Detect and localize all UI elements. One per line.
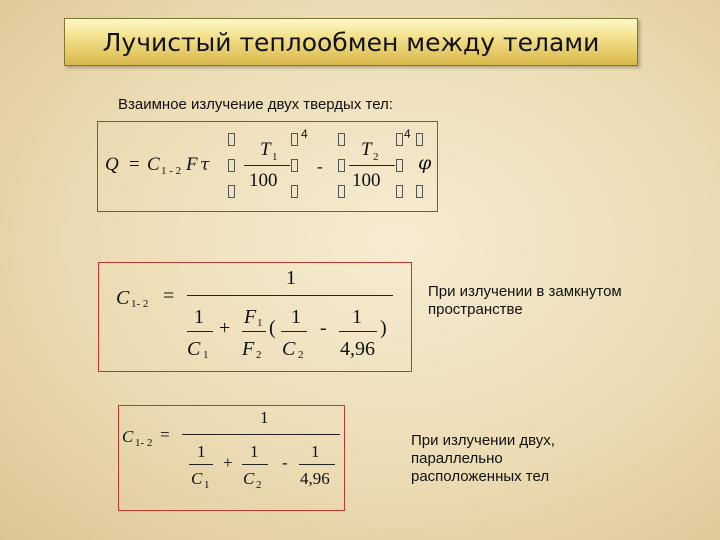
note-parallel-bodies: При излучении двух, параллельно расположенных тел [411, 432, 555, 485]
c2-subscript: 2 [256, 479, 262, 491]
bracket-glyph [338, 159, 345, 172]
c-symbol: C [116, 287, 130, 309]
bracket-glyph [228, 185, 235, 198]
formula-enclosed-space [98, 262, 412, 372]
t2-subscript: 2 [373, 151, 379, 163]
one: 1 [194, 306, 204, 328]
main-fraction-bar [187, 295, 393, 296]
bracket-glyph [396, 133, 403, 146]
denominator-100: 100 [249, 170, 278, 191]
t1-subscript: 1 [272, 151, 278, 163]
fraction-bar [187, 331, 213, 332]
fraction-bar [349, 165, 395, 166]
constant-496: 4,96 [300, 469, 330, 488]
c2-symbol: C [243, 469, 255, 488]
bracket-glyph [396, 159, 403, 172]
c-subscript: 1- 2 [135, 437, 153, 449]
fraction-bar [244, 165, 290, 166]
t1-symbol: T [260, 139, 271, 160]
denominator-100: 100 [352, 170, 381, 191]
c-symbol: C [122, 427, 134, 446]
one: 1 [352, 306, 362, 328]
one: 1 [197, 442, 206, 461]
f2-symbol: F [242, 338, 255, 360]
bracket-glyph [228, 159, 235, 172]
equals-sign: = [163, 285, 175, 307]
bracket-glyph [228, 133, 235, 146]
c1-subscript: 1 [203, 349, 209, 361]
formula-mutual-radiation [97, 121, 438, 212]
c-subscript: 1 - 2 [161, 165, 182, 177]
subtitle: Взаимное излучение двух твердых тел: [118, 96, 393, 113]
f-symbol: F [186, 154, 198, 175]
fraction-bar [242, 331, 266, 332]
fraction-bar [299, 464, 335, 465]
c1-symbol: C [187, 338, 201, 360]
tau-symbol: τ [200, 155, 210, 175]
fraction-bar [189, 464, 213, 465]
fraction-bar [339, 331, 377, 332]
bracket-glyph [338, 185, 345, 198]
plus-sign: + [223, 453, 233, 472]
minus-sign: - [282, 453, 288, 472]
minus-sign: - [320, 317, 327, 339]
phi-symbol: φ [418, 152, 432, 174]
numerator-one: 1 [260, 408, 269, 427]
c2-subscript: 2 [298, 349, 304, 361]
fraction-bar [242, 464, 268, 465]
constant-496: 4,96 [340, 338, 375, 360]
one: 1 [311, 442, 320, 461]
c1-subscript: 1 [204, 479, 210, 491]
one: 1 [250, 442, 259, 461]
equals-sign: = [129, 154, 140, 175]
f1-subscript: 1 [257, 317, 263, 329]
one: 1 [291, 306, 301, 328]
fraction-bar [281, 331, 307, 332]
q-symbol: Q [105, 154, 119, 175]
f2-subscript: 2 [256, 349, 262, 361]
f1-symbol: F [244, 306, 257, 328]
c-subscript: 1- 2 [131, 298, 149, 310]
bracket-glyph [291, 133, 298, 146]
exponent: 4 [301, 127, 308, 141]
bracket-glyph [291, 159, 298, 172]
bracket-glyph [396, 185, 403, 198]
left-paren: ( [269, 317, 276, 339]
bracket-glyph [416, 133, 423, 146]
c1-symbol: C [191, 469, 203, 488]
c2-symbol: C [282, 338, 296, 360]
t2-symbol: T [361, 139, 372, 160]
main-fraction-bar [182, 434, 340, 435]
note-enclosed-space: При излучении в замкнутом пространстве [428, 283, 622, 318]
plus-sign: + [219, 317, 231, 339]
numerator-one: 1 [286, 267, 296, 289]
slide-title: Лучистый теплообмен между телами [64, 18, 638, 66]
minus-sign: - [317, 157, 323, 176]
bracket-glyph [291, 185, 298, 198]
equals-sign: = [160, 425, 170, 444]
formula-parallel-bodies [118, 405, 345, 511]
bracket-glyph [338, 133, 345, 146]
right-paren: ) [380, 317, 387, 339]
exponent: 4 [404, 127, 411, 141]
bracket-glyph [416, 185, 423, 198]
c-symbol: C [147, 154, 160, 175]
